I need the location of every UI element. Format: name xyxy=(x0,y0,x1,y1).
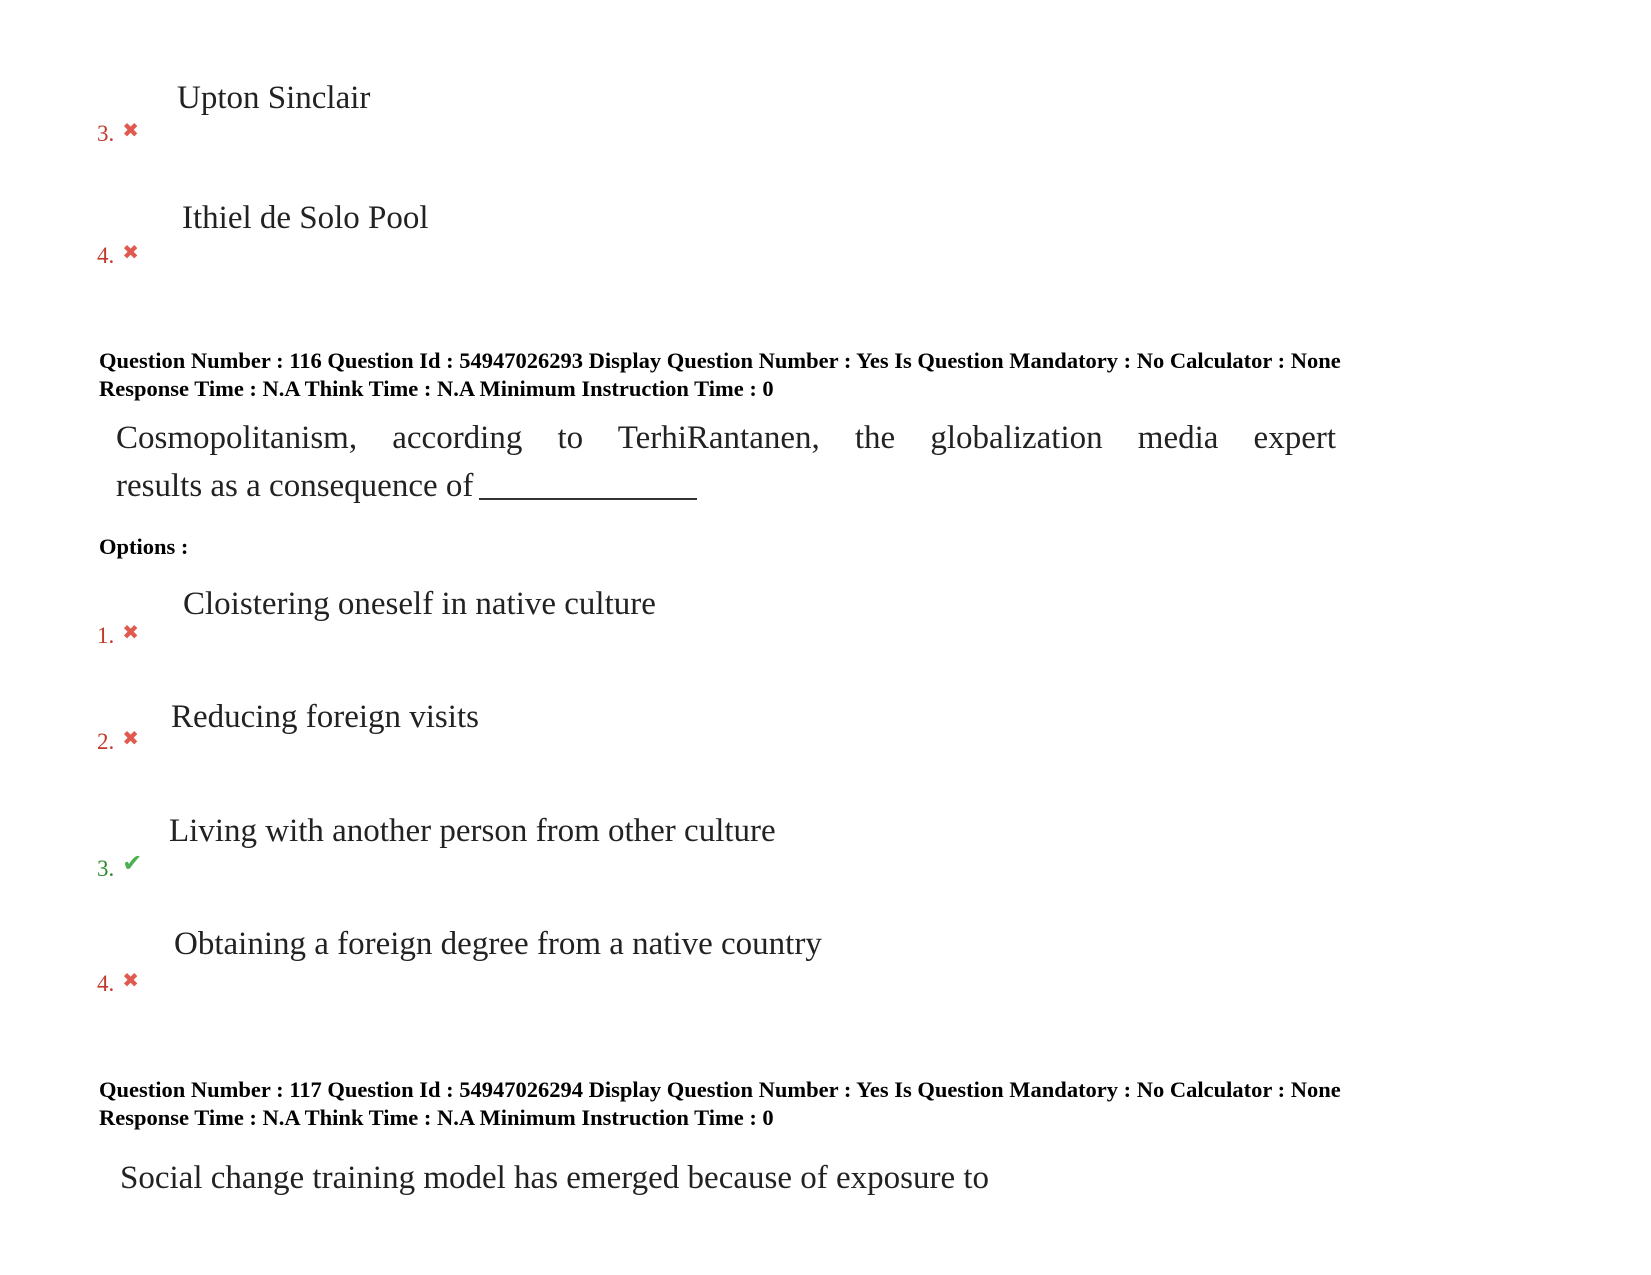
question-stem-line-1: Social change training model has emerged because of exposure to xyxy=(120,1160,990,1196)
option-text: Cloistering oneself in native culture xyxy=(183,586,656,622)
cross-icon: ✖ xyxy=(122,120,140,142)
check-icon: ✔ xyxy=(122,851,143,877)
cross-icon: ✖ xyxy=(122,728,140,750)
option-number: 3. ✖ xyxy=(97,120,140,146)
option-number: 4. ✖ xyxy=(97,242,140,268)
answer-blank xyxy=(479,468,697,500)
option-number: 2. ✖ xyxy=(97,728,140,754)
question-meta-line-1: Question Number : 116 Question Id : 54947026293 Display Question Number : Yes Is Question Mandatory : No Calculator : None xyxy=(99,348,1341,373)
option-text: Upton Sinclair xyxy=(177,80,371,116)
question-stem xyxy=(116,414,1336,510)
option-text: Ithiel de Solo Pool xyxy=(182,200,429,236)
option-text: Obtaining a foreign degree from a native country xyxy=(174,926,822,962)
question-meta-line-1: Question Number : 117 Question Id : 54947026294 Display Question Number : Yes Is Question Mandatory : No Calculator : None xyxy=(99,1077,1341,1102)
question-meta-line-2: Response Time : N.A Think Time : N.A Minimum Instruction Time : 0 xyxy=(99,376,774,401)
cross-icon: ✖ xyxy=(122,242,140,264)
question-stem-line-2 xyxy=(116,462,1336,510)
option-number: 1. ✖ xyxy=(97,622,140,648)
option-number: 4. ✖ xyxy=(97,970,140,996)
cross-icon: ✖ xyxy=(122,970,140,992)
question-stem xyxy=(120,1154,989,1202)
options-label: Options : xyxy=(99,534,189,559)
question-meta-line-2: Response Time : N.A Think Time : N.A Minimum Instruction Time : 0 xyxy=(99,1105,774,1130)
question-stem-line-1: Cosmopolitanism, according to TerhiRantanen, the globalization media expert xyxy=(116,420,1336,456)
cross-icon: ✖ xyxy=(122,622,140,644)
option-text: Living with another person from other culture xyxy=(169,813,776,849)
option-text: Reducing foreign visits xyxy=(171,699,479,735)
option-number: 3. ✔ xyxy=(97,851,143,881)
question-stem-text: results as a consequence of xyxy=(116,468,474,504)
